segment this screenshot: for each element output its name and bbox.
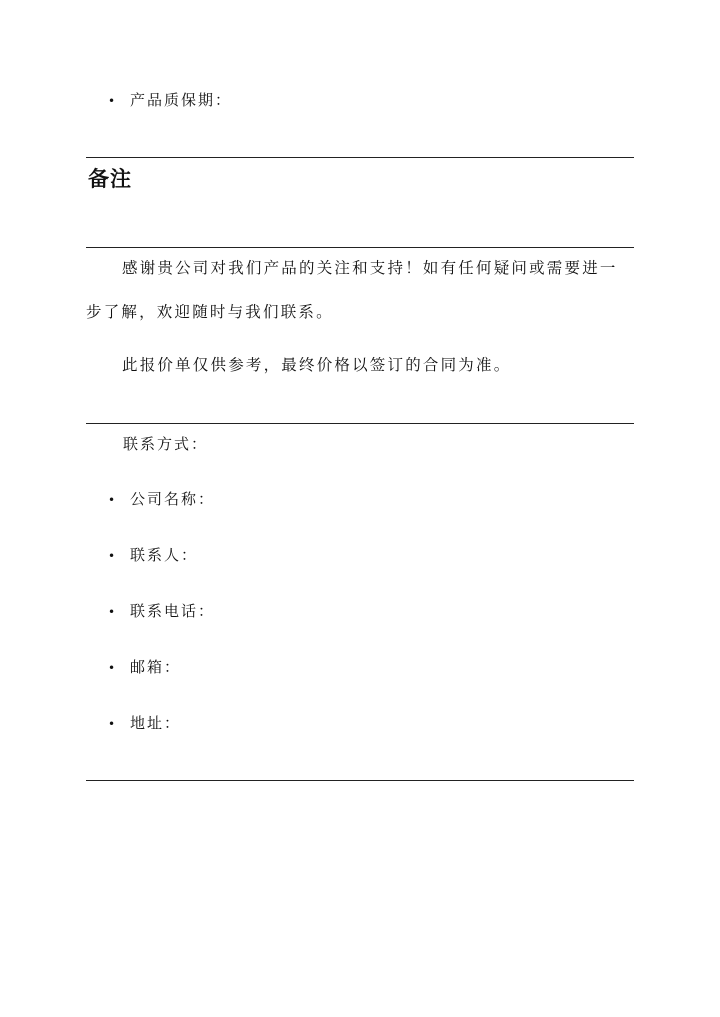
list-item-warranty (108, 90, 232, 110)
list-item-company (108, 489, 215, 509)
divider-bottom (86, 780, 634, 781)
remarks-paragraph-2: 此报价单仅供参考，最终价格以签订的合同为准。 (122, 356, 512, 374)
bullet-icon: • (108, 549, 118, 563)
contact-person-label: 联系人： (130, 546, 199, 564)
bullet-icon: • (108, 493, 118, 507)
divider-top (86, 157, 634, 158)
divider-contact (86, 423, 634, 424)
address-label: 地址： (130, 714, 182, 732)
phone-label: 联系电话： (130, 602, 216, 620)
contact-intro: 联系方式： (123, 435, 209, 453)
list-item-email (108, 657, 181, 677)
bullet-icon: • (108, 661, 118, 675)
company-name-label: 公司名称： (130, 490, 216, 508)
list-item-contact-person (108, 545, 198, 565)
remarks-paragraph-1: 感谢贵公司对我们产品的关注和支持！如有任何疑问或需要进一步了解，欢迎随时与我们联系。 (86, 259, 618, 321)
warranty-label: 产品质保期： (130, 91, 233, 109)
email-label: 邮箱： (130, 658, 182, 676)
bullet-icon: • (108, 605, 118, 619)
bullet-icon: • (108, 717, 118, 731)
bullet-icon: • (108, 94, 118, 108)
list-item-address (108, 713, 181, 733)
remarks-heading: 备注 (88, 166, 132, 191)
list-item-phone (108, 601, 215, 621)
